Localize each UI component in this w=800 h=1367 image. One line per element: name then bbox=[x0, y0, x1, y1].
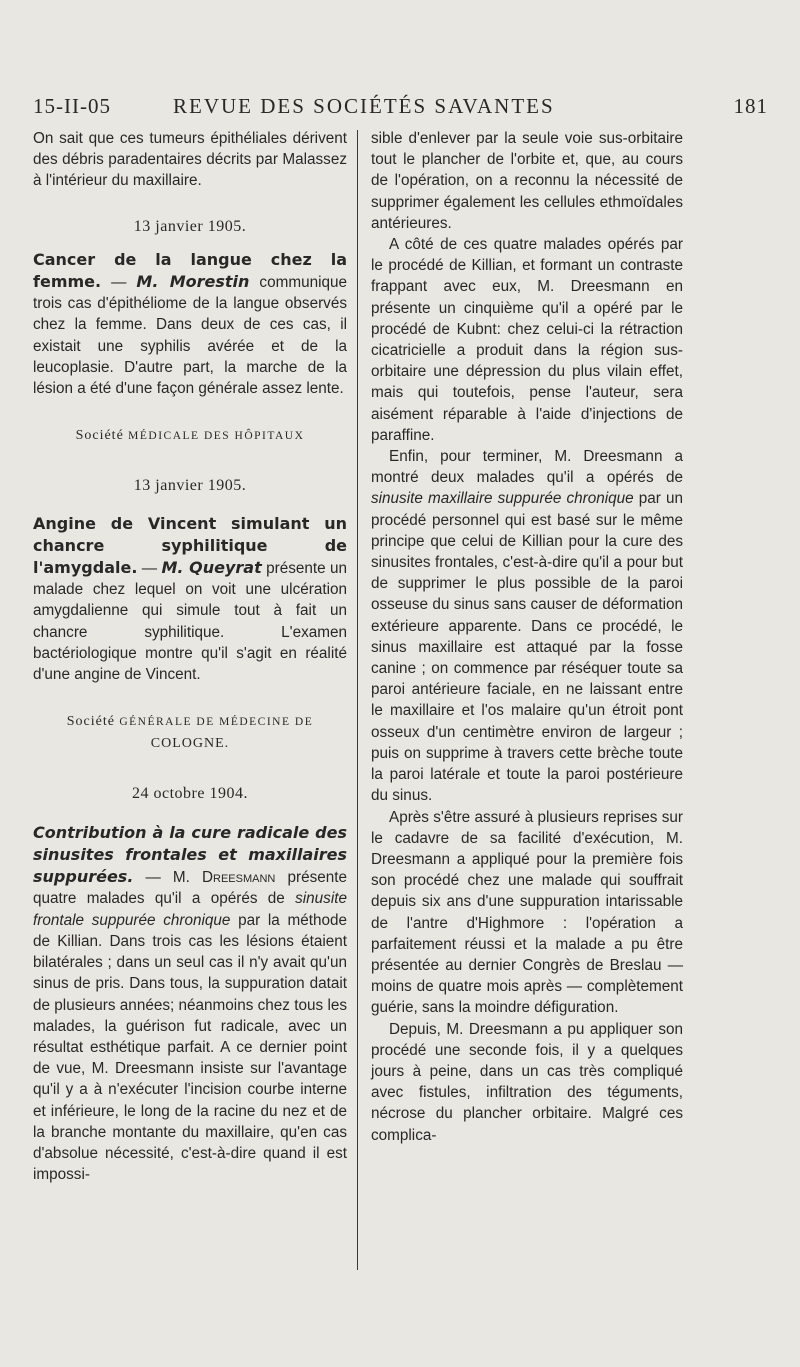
journal-title: REVUE DES SOCIÉTÉS SAVANTES bbox=[173, 94, 555, 118]
article-author: M. Queyrat bbox=[161, 558, 262, 578]
running-header bbox=[33, 94, 768, 124]
date-heading: 13 janvier 1905. bbox=[133, 217, 247, 235]
article-emphasis: sinusite frontale suppurée chronique bbox=[33, 890, 347, 929]
dash: — bbox=[133, 869, 173, 887]
society-heading bbox=[33, 711, 347, 754]
society-word: Société bbox=[66, 714, 115, 730]
dash: — bbox=[137, 560, 162, 578]
paragraph-emphasis: sinusite maxillaire suppurée chronique bbox=[371, 490, 634, 508]
article-angine-vincent bbox=[33, 513, 347, 686]
paragraph-text: Enfin, pour terminer, M. Dreesmann a montré deux malades qu'il a opérés de bbox=[371, 448, 683, 487]
paragraph bbox=[371, 446, 683, 806]
society-heading bbox=[33, 425, 347, 447]
paragraph: Depuis, M. Dreesmann a pu appliquer son procédé une seconde fois, il y a quelques jours à peine, dans un cas très compliqué avec fistules, infiltration des téguments, nécrose du plancher orbitaire. Malgré ces complica- bbox=[371, 1020, 683, 1144]
date-heading: 24 octobre 1904. bbox=[132, 784, 248, 802]
page-number: 181 bbox=[733, 94, 768, 118]
header-date: 15-II-05 bbox=[33, 94, 111, 118]
society-word: Société bbox=[75, 428, 124, 444]
society-name: MÉDICALE DES HÔPITAUX bbox=[123, 430, 305, 443]
intro-paragraph: On sait que ces tumeurs épithéliales dérivent des débris paradentaires décrits par Malassez à l'intérieur du maxillaire. bbox=[33, 130, 347, 190]
article-contribution-sinusites bbox=[33, 822, 347, 1185]
article-cancer-langue bbox=[33, 249, 347, 399]
right-column bbox=[371, 128, 683, 1146]
article-body: présente quatre malades qu'il a opérés de bbox=[33, 869, 347, 908]
paragraph: sible d'enlever par la seule voie sus-orbitaire tout le plancher de l'orbite et, que, au cours de l'opération, on a reconnu la nécessité de supprimer également les cellules ethmoïdales antérieures. bbox=[371, 130, 683, 232]
paragraph: Après s'être assuré à plusieurs reprises sur le cadavre de sa facilité d'exécution, M. Dreesmann a appliqué pour la première fois son procédé chez une malade qui souffrait depuis six ans d'une suppuration intarissable de l'antre d'Highmore : l'opération a parfaitement réussi et la malade a pu être présentée au dernier Congrès de Breslau — moins de quatre mois après — complètement guérie, sans la moindre défiguration. bbox=[371, 808, 683, 1017]
article-author: M. Dreesmann bbox=[172, 869, 276, 887]
article-body: présente un malade chez lequel on voit une ulcération amygdalienne qui simule tout à fait un chancre syphilitique. L'examen bactériologique montre qu'il s'agit en réalité d'une angine de Vincent. bbox=[33, 560, 348, 684]
article-title: Cancer de la langue chez la femme. bbox=[33, 249, 347, 292]
date-heading: 13 janvier 1905. bbox=[133, 477, 247, 495]
paragraph-text-continued: par un procédé personnel qui est basé sur le même principe que celui de Killian pour la cure des sinusites frontales, c'est-à-dire qu'il a pour but de supprimer le plus possible de la paroi osseuse du sinus sans causer de déformation extérieure apparente. Dans ce procédé, le sinus maxillaire est attaqué par la fosse canine ; on commence par réséquer toute sa paroi antérieure faciale, en ne laissant entre le maxillaire et l'os malaire qu'un étroit pont osseux d'un centimètre environ de largeur ; puis on supprime à travers cette brèche toute la paroi latérale et toute la paroi postérieure du sinus. bbox=[371, 490, 683, 805]
society-city: COLOGNE. bbox=[150, 736, 230, 752]
society-name: GÉNÉRALE DE MÉDECINE DE bbox=[114, 716, 314, 729]
article-body-continued: par la méthode de Killian. Dans trois cas les lésions étaient bilatérales ; dans un seul cas il n'y avait qu'un sinus de pris. Dans tous, la suppuration datait de plusieurs années; néanmoins chez tous les malades, la guérison fut radicale, avec un résultat esthétique parfait. A ce dernier point de vue, M. Dreesmann insiste sur l'avantage qu'il y a à n'exécuter l'incision courbe interne et inférieure, le long de la racine du nez et de la branche montante du maxillaire, qu'en cas d'absolue nécessité, c'est-à-dire quand il est impossi- bbox=[33, 911, 348, 1184]
article-title: Contribution à la cure radicale des sinusites frontales et maxillaires suppurées. bbox=[33, 822, 347, 887]
article-author: M. Morestin bbox=[136, 272, 250, 292]
article-title: Angine de Vincent simulant un chancre syphilitique de l'amygdale. bbox=[33, 513, 347, 578]
dash: — bbox=[101, 274, 137, 292]
left-column bbox=[33, 128, 347, 1185]
paragraph: A côté de ces quatre malades opérés par le procédé de Killian, et formant un contraste frappant avec eux, M. Dreesmann en présente un cinquième qu'il a opéré par le procédé de Kubnt: chez celui-ci la rétraction cicatricielle a produit dans la région sus-orbitaire une dépression du plus vilain effet, mais qui toutefois, pense l'auteur, sera aisément réparable à l'aide d'injections de paraffine. bbox=[371, 236, 683, 444]
column-divider bbox=[357, 130, 358, 1270]
article-body: communique trois cas d'épithéliome de la langue observés chez la femme. Dans deux de ces cas, il existait une syphilis avérée et de la leucoplasie. D'autre part, la marche de la lésion a été d'une façon générale assez lente. bbox=[33, 274, 347, 398]
